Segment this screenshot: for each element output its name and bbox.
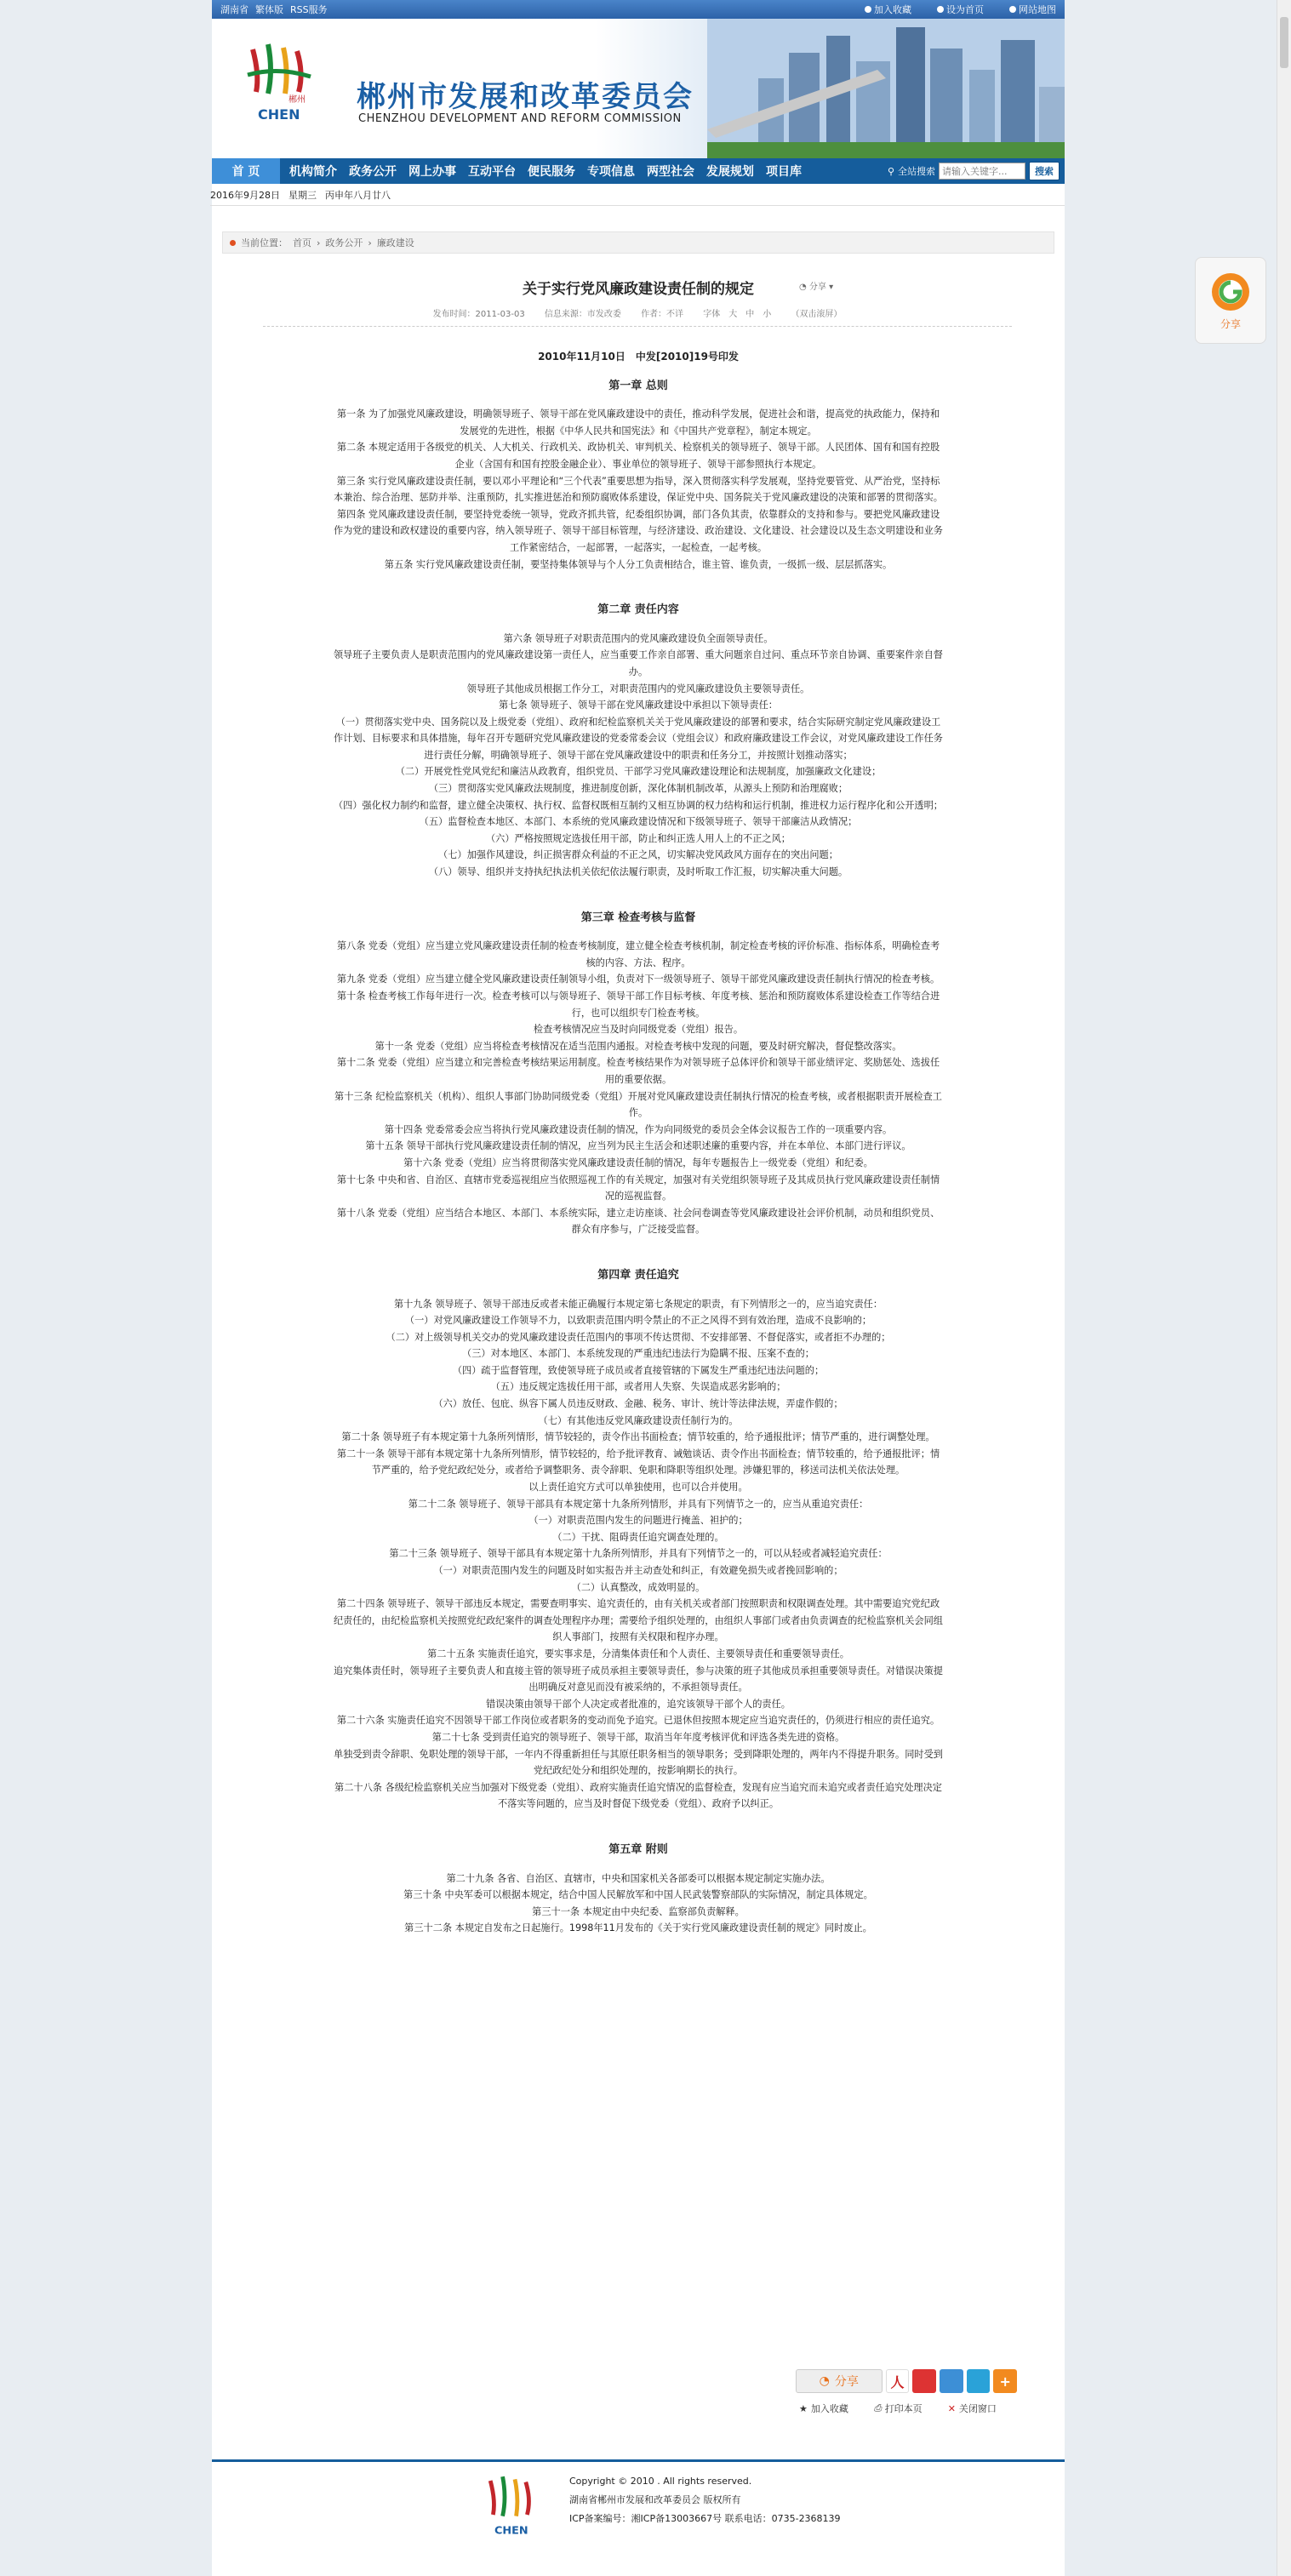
article-share-button[interactable]: ◔ 分享 ▾ — [799, 283, 834, 292]
article-paragraph: （四）强化权力制约和监督，建立健全决策权、执行权、监督权既相互制约又相互协调的权力结构和运行机制，推进权力运行程序化和公开透明； — [333, 799, 943, 811]
article-paragraph: 第二十六条 实施责任追究不因领导干部工作岗位或者职务的变动而免予追究。已退休但按照本规定应当追究责任的，仍须进行相应的责任追究。 — [336, 1715, 940, 1727]
breadcrumb: 当前位置： 首页 › 政务公开 › 廉政建设 — [222, 231, 1054, 254]
article-paragraph: 第十二条 党委（党组）应当建立和完善检查考核结果运用制度。检查考核结果作为对领导班子总体评价和领导干部业绩评定、奖励惩处、选拔任用的重要依据。 — [336, 1057, 940, 1085]
close-icon: ✕ — [947, 2402, 956, 2414]
article-paragraph: 第三条 实行党风廉政建设责任制，要以邓小平理论和“三个代表”重要思想为指导，深入贯彻落实科学发展观，坚持党要管党、从严治党，坚持标本兼治、综合治理、惩防并举、注重预防，扎实推进惩治和预防腐败体系建设，保证党中央、国务院关于党风廉政建设的决策和部署的贯彻落实。 — [333, 475, 943, 504]
nav-item-special-info[interactable]: 专项信息 — [587, 165, 635, 179]
share-icon: ◔ — [819, 2374, 830, 2388]
meta-source: 信息来源：市发改委 — [544, 310, 621, 319]
dot-icon — [865, 6, 871, 13]
article-paragraph: 第二十五条 实施责任追究，要实事求是，分清集体责任和个人责任、主要领导责任和重要领导责任。 — [427, 1648, 849, 1659]
article-paragraph: 第二十八条 各级纪检监察机关应当加强对下级党委（党组）、政府实施责任追究情况的监督检查，发现有应当追究而未追究或者责任追究处理决定不落实等问题的，应当及时督促下级党委（党组）、政府予以纠正。 — [334, 1781, 942, 1810]
footer-copyright: Copyright © 2010 . All rights reserved. — [569, 2476, 752, 2487]
article-paragraph: 第五条 实行党风廉政建设责任制，要坚持集体领导与个人分工负责相结合，谁主管、谁负责，一级抓一级、层层抓落实。 — [384, 558, 893, 570]
article-paragraph: 第二十九条 各省、自治区、直辖市，中央和国家机关各部委可以根据本规定制定实施办法。 — [446, 1872, 831, 1884]
nav-item-online-service[interactable]: 网上办事 — [408, 165, 456, 179]
nav-item-projects[interactable]: 项目库 — [766, 165, 802, 179]
article-paragraph: 第三十一条 本规定由中央纪委、监察部负责解释。 — [532, 1905, 745, 1917]
nav-item-gov-info[interactable]: 政务公开 — [349, 165, 397, 179]
article-paragraph: 第九条 党委（党组）应当建立健全党风廉政建设责任制领导小组，负责对下一级领导班子、领导干部党风廉政建设责任制执行情况的检查考核。 — [336, 974, 940, 985]
share-logo-icon — [1209, 271, 1252, 313]
article-paragraph: 第十三条 纪检监察机关（机构）、组织人事部门协助同级党委（党组）开展对党风廉政建设责任制执行情况的检查考核，或者根据职责开展检查工作。 — [334, 1090, 942, 1119]
article-paragraph: （四）疏于监督管理，致使领导班子成员或者直接管辖的下属发生严重违纪违法问题的； — [452, 1364, 825, 1376]
article-paragraph: 第一条 为了加强党风廉政建设，明确领导班子、领导干部在党风廉政建设中的责任，推动科学发展，促进社会和谐，提高党的执政能力，保持和发展党的先进性，根据《中华人民共和国宪法》和《中国共产党章程》，制定本规定。 — [336, 408, 940, 437]
breadcrumb-integrity[interactable]: 廉政建设 — [376, 237, 414, 248]
nav-item-planning[interactable]: 发展规划 — [706, 165, 754, 179]
article-paragraph: （二）对上级领导机关交办的党风廉政建设责任范围内的事项不传达贯彻、不安排部署、不督促落实，或者拒不办理的； — [386, 1331, 891, 1343]
top-bar — [212, 0, 1065, 19]
chapter-heading: 第五章 附则 — [608, 1842, 668, 1856]
article-paragraph: 第二十七条 受到责任追究的领导班子、领导干部，取消当年年度考核评优和评选各类先进的资格。 — [431, 1731, 845, 1743]
top-link-hunan[interactable]: 湖南省 — [220, 4, 248, 15]
article-paragraph: 第十一条 党委（党组）应当将检查考核情况在适当范围内通报。对检查考核中发现的问题，要及时研究解决，督促整改落实。 — [374, 1040, 902, 1052]
svg-text:郴州: 郴州 — [288, 95, 306, 105]
search-button[interactable]: 搜索 — [1029, 162, 1060, 180]
breadcrumb-home[interactable]: 首页 — [293, 237, 311, 248]
nav-item-about[interactable]: 机构简介 — [289, 165, 337, 179]
article-paragraph: （一）对党风廉政建设工作领导不力，以致职责范围内明令禁止的不正之风得不到有效治理，造成不良影响的； — [404, 1315, 872, 1327]
article-paragraph: （一）对职责范围内发生的问题及时如实报告并主动查处和纠正，有效避免损失或者挽回影响的； — [433, 1565, 843, 1576]
dot-icon — [937, 6, 944, 13]
meta-font-size[interactable]: 字体 大 中 小 — [703, 310, 772, 319]
search-icon: ⚲ — [887, 165, 894, 177]
article-paragraph: 第二十三条 领导班子、领导干部具有本规定第十九条所列情形，并具有下列情节之一的，可以从轻或者减轻追究责任： — [389, 1548, 888, 1560]
footer-text — [569, 2472, 841, 2528]
search-zone — [888, 162, 1065, 180]
chapter-heading: 第四章 责任追究 — [597, 1268, 679, 1282]
footer-icp: ICP备案编号：湘ICP备13003667号 联系电话：0735-2368139 — [569, 2513, 841, 2524]
article-paragraph: 第四条 党风廉政建设责任制，要坚持党委统一领导，党政齐抓共管，纪委组织协调，部门各负其责，依靠群众的支持和参与。要把党风廉政建设作为党的建设和政权建设的重要内容，纳入领导班子、领导干部目标管理，与经济建设、政治建设、文化建设、社会建设以及生态文明建设和业务工作紧密结合，一起部署，一起落实，一起检查，一起考核。 — [333, 508, 943, 553]
article-paragraph: 第十九条 领导班子、领导干部违反或者未能正确履行本规定第七条规定的职责，有下列情形之一的，应当追究责任： — [393, 1298, 883, 1310]
article-paragraph: 第三十二条 本规定自发布之日起施行。1998年11月发布的《关于实行党风廉政建设责任制的规定》同时废止。 — [404, 1922, 872, 1934]
search-label: 全站搜索 — [898, 166, 935, 177]
renren-icon[interactable]: 人 — [886, 2369, 910, 2393]
article-body — [212, 340, 1065, 1954]
share-button[interactable]: ◔ 分享 — [796, 2369, 883, 2393]
set-homepage-link[interactable]: 设为首页 — [937, 3, 984, 16]
article-paragraph: 以上责任追究方式可以单独使用，也可以合并使用。 — [528, 1482, 748, 1494]
article-paragraph: （二）认真整改，成效明显的。 — [571, 1581, 705, 1593]
weibo-icon[interactable] — [912, 2369, 936, 2393]
article-paragraph: （三）贯彻落实党风廉政法规制度，推进制度创新，深化体制机制改革，从源头上预防和治理腐败； — [428, 783, 848, 795]
page — [212, 0, 1065, 2576]
article-paragraph: 第十条 检查考核工作每年进行一次。检查考核可以与领导班子、领导干部工作目标考核、年度考核、惩治和预防腐败体系建设检查工作等结合进行，也可以组织专门检查考核。 — [336, 991, 940, 1019]
article-paragraph: 第二十一条 领导干部有本规定第十九条所列情形，情节较轻的，给予批评教育、诫勉谈话、责令作出书面检查；情节较重的，给予通报批评；情节严重的，给予党纪政纪处分，或者给予调整职务、责令辞职、免职和降职等组织处理。涉嫌犯罪的，移送司法机关依法处理。 — [336, 1448, 940, 1476]
article-paragraph: （一）对职责范围内发生的问题进行掩盖、袒护的； — [528, 1515, 748, 1527]
article-paragraph: 领导班子其他成员根据工作分工，对职责范围内的党风廉政建设负主要领导责任。 — [466, 683, 810, 694]
article-paragraph: 第八条 党委（党组）应当建立党风廉政建设责任制的检查考核制度，建立健全检查考核机制，制定检查考核的评价标准、指标体系，明确检查考核的内容、方法、程序。 — [336, 940, 940, 968]
search-input[interactable] — [939, 163, 1025, 180]
dot-icon — [1009, 6, 1016, 13]
article-paragraph: 第七条 领导班子、领导干部在党风廉政建设中承担以下领导责任： — [499, 700, 778, 711]
more-share-icon[interactable]: + — [993, 2369, 1017, 2393]
article-paragraph: （七）加强作风建设，纠正损害群众利益的不正之风，切实解决党风政风方面存在的突出问题； — [438, 849, 838, 861]
section-gap — [212, 1813, 1065, 1830]
nav-item-interaction[interactable]: 互动平台 — [468, 165, 516, 179]
footer — [212, 2459, 1065, 2553]
article-paragraph: （七）有其他违反党风廉政建设责任制行为的。 — [538, 1414, 739, 1426]
tencent-icon[interactable] — [967, 2369, 991, 2393]
article-paragraph: 第二十二条 领导班子、领导干部具有本规定第十九条所列情形，并具有下列情节之一的，应当从重追究责任： — [408, 1498, 869, 1510]
article-paragraph: 第十八条 党委（党组）应当结合本地区、本部门、本系统实际，建立走访座谈、社会问卷调查等党风廉政建设社会评价机制，动员和组织党员、群众有序参与，广泛接受监督。 — [336, 1207, 940, 1236]
breadcrumb-prefix: 当前位置： — [241, 237, 288, 248]
nav-item-public-service[interactable]: 便民服务 — [528, 165, 575, 179]
date-weekday: 星期三 — [288, 189, 317, 201]
article-paragraph: 领导班子主要负责人是职责范围内的党风廉政建设第一责任人，应当重要工作亲自部署、重大问题亲自过问、重点环节亲自协调、重要案件亲自督办。 — [333, 649, 943, 677]
svg-text:CHEN: CHEN — [494, 2524, 528, 2538]
section-gap — [212, 1937, 1065, 1954]
favorite-icon: ★ — [799, 2402, 808, 2414]
date-lunar: 丙申年八月廿八 — [325, 189, 391, 201]
meta-time: 发布时间：2011-03-03 — [432, 310, 525, 319]
section-gap — [212, 1238, 1065, 1255]
meta-author: 作者：不详 — [641, 310, 684, 319]
article-paragraph: 单独受到责令辞职、免职处理的领导干部，一年内不得重新担任与其原任职务相当的领导职务；受到降职处理的，两年内不得提升职务。同时受到党纪政纪处分和组织处理的，按影响期长的执行。 — [333, 1748, 943, 1777]
footer-logo — [476, 2474, 547, 2542]
section-gap — [212, 881, 1065, 898]
article-paragraph: 第二十四条 领导班子、领导干部违反本规定，需要查明事实、追究责任的，由有关机关或者部门按照职责和权限调查处理。其中需要追究党纪政纪责任的，由纪检监察机关按照党纪政纪案件的调查处理程序办理；需要给予组织处理的，由组织人事部门或者由负责调查的纪检监察机关会同组织人事部门，按照有关权限和程序办理。 — [333, 1598, 943, 1643]
breadcrumb-gov-info[interactable]: 政务公开 — [325, 237, 363, 248]
article-paragraph: （五）监督检查本地区、本部门、本系统的党风廉政建设情况和下级领导班子、领导干部廉洁从政情况； — [419, 816, 858, 828]
nav-home[interactable]: 首 页 — [212, 158, 280, 184]
page-scrollbar[interactable] — [1277, 0, 1291, 2576]
print-icon: ⎙ — [873, 2402, 882, 2413]
article-paragraph: （三）对本地区、本部门、本系统发现的严重违纪违法行为隐瞒不报、压案不查的； — [462, 1348, 814, 1360]
page-tools — [799, 2402, 997, 2415]
tool-print[interactable]: ⎙ 打印本页 — [873, 2402, 923, 2414]
article-paragraph: 追究集体责任时，领导班子主要负责人和直接主管的领导班子成员承担主要领导责任，参与决策的班子其他成员承担重要领导责任。对错误决策提出明确反对意见而没有被采纳的，不承担领导责任。 — [333, 1665, 943, 1694]
article-paragraph: （六）放任、包庇、纵容下属人员违反财政、金融、税务、审计、统计等法律法规，弄虚作假的； — [433, 1398, 843, 1410]
footer-owner: 湖南省郴州市发展和改革委员会 版权所有 — [569, 2494, 741, 2505]
date-bar — [210, 184, 1065, 206]
top-link-rss[interactable]: RSS服务 — [290, 4, 328, 15]
article-paragraph: 检查考核情况应当及时向同级党委（党组）报告。 — [533, 1024, 744, 1036]
location-pin-icon — [230, 240, 236, 246]
scrollbar-thumb[interactable] — [1280, 17, 1288, 68]
nav-item-two-oriented[interactable]: 两型社会 — [647, 165, 694, 179]
tool-close[interactable]: ✕ 关闭窗口 — [947, 2402, 997, 2414]
article-paragraph: （二）开展党性党风党纪和廉洁从政教育，组织党员、干部学习党风廉政建设理论和法规制度，加强廉政文化建设； — [395, 766, 882, 778]
article-paragraph: 第六条 领导班子对职责范围内的党风廉政建设负全面领导责任。 — [503, 632, 774, 644]
section-gap — [212, 573, 1065, 590]
site-subtitle: CHENZHOU DEVELOPMENT AND REFORM COMMISSION — [358, 112, 682, 125]
article-paragraph: （二）干扰、阻碍责任追究调查处理的。 — [552, 1531, 724, 1543]
date-gregorian: 2016年9月28日 — [210, 189, 280, 201]
floating-share-label: 分享 — [1220, 317, 1241, 330]
header-banner — [212, 19, 1065, 158]
floating-share-widget[interactable] — [1195, 257, 1266, 344]
article-paragraph: 错误决策由领导干部个人决定或者批准的，追究该领导干部个人的责任。 — [485, 1698, 791, 1710]
article-paragraph: （五）违反规定选拔任用干部，或者用人失察、失误造成恶劣影响的； — [490, 1381, 786, 1393]
article-paragraph: 第十四条 党委常委会应当将执行党风廉政建设责任制的情况，作为向同级党的委员会全体会议报告工作的一项重要内容。 — [384, 1123, 893, 1135]
article-paragraph: 第十七条 中央和省、自治区、直辖市党委巡视组应当依照巡视工作的有关规定，加强对有关党组织领导班子及其成员执行党风廉政建设责任制情况的巡视监督。 — [336, 1174, 940, 1202]
chapter-heading: 第二章 责任内容 — [597, 603, 679, 617]
article-date-head: 2010年11月10日 中发[2010]19号印发 — [538, 351, 739, 363]
tool-favorite[interactable]: ★ 加入收藏 — [799, 2402, 848, 2414]
article-paragraph: 第三十条 中央军委可以根据本规定，结合中国人民解放军和中国人民武装警察部队的实际情况，制定具体规定。 — [403, 1889, 873, 1901]
add-favorite-link[interactable]: 加入收藏 — [865, 3, 911, 16]
qzone-icon[interactable] — [940, 2369, 963, 2393]
sitemap-link[interactable]: 网站地图 — [1009, 3, 1056, 16]
share-bar — [796, 2368, 1017, 2395]
article-paragraph: 第十五条 领导干部执行党风廉政建设责任制的情况，应当列为民主生活会和述职述廉的重要内容，并在本单位、本部门进行评议。 — [365, 1140, 911, 1152]
meta-scroll[interactable]: （双击滚屏） — [791, 310, 843, 319]
article-paragraph: 第二十条 领导班子有本规定第十九条所列情形，情节较轻的，责令作出书面检查；情节较重的，给予通报批评；情节严重的，进行调整处理。 — [341, 1431, 935, 1443]
top-link-traditional[interactable]: 繁体版 — [255, 4, 283, 15]
chapter-heading: 第一章 总则 — [608, 379, 668, 392]
chapter-heading: 第三章 检查考核与监督 — [580, 911, 696, 924]
site-logo[interactable] — [244, 41, 314, 126]
article-paragraph: 第十六条 党委（党组）应当将贯彻落实党风廉政建设责任制的情况，每年专题报告上一级党委（党组）和纪委。 — [403, 1157, 873, 1168]
article-paragraph: （一）贯彻落实党中央、国务院以及上级党委（党组）、政府和纪检监察机关关于党风廉政建设的部署和要求，结合实际研究制定党风廉政建设工作计划、目标要求和具体措施，每年召开专题研究党风廉政建设的党委常委会议（党组会议）和政府廉政建设工作会议，对党风廉政建设工作任务进行责任分解，明确领导班子、领导干部在党风廉政建设中的职责和任务分工，并按照计划推动落实； — [333, 716, 943, 761]
article-title: 关于实行党风廉政建设责任制的规定 — [523, 281, 754, 298]
main-nav — [212, 158, 1065, 184]
article-paragraph: （六）严格按照规定选拔任用干部，防止和纠正选人用人上的不正之风； — [485, 832, 791, 844]
site-title: 郴州市发展和改革委员会 — [357, 80, 694, 114]
city-skyline-image — [707, 19, 1065, 158]
article-paragraph: （八）领导、组织并支持执纪执法机关依纪依法履行职责，及时听取工作汇报，切实解决重大问题。 — [428, 866, 848, 878]
article-paragraph: 第二条 本规定适用于各级党的机关、人大机关、行政机关、政协机关、审判机关、检察机关的领导班子、领导干部。人民团体、国有和国有控股企业（含国有和国有控股金融企业）、事业单位的领导班子、领导干部参照执行本规定。 — [336, 442, 940, 470]
svg-text:CHEN: CHEN — [258, 106, 300, 123]
article-meta — [263, 306, 1012, 327]
